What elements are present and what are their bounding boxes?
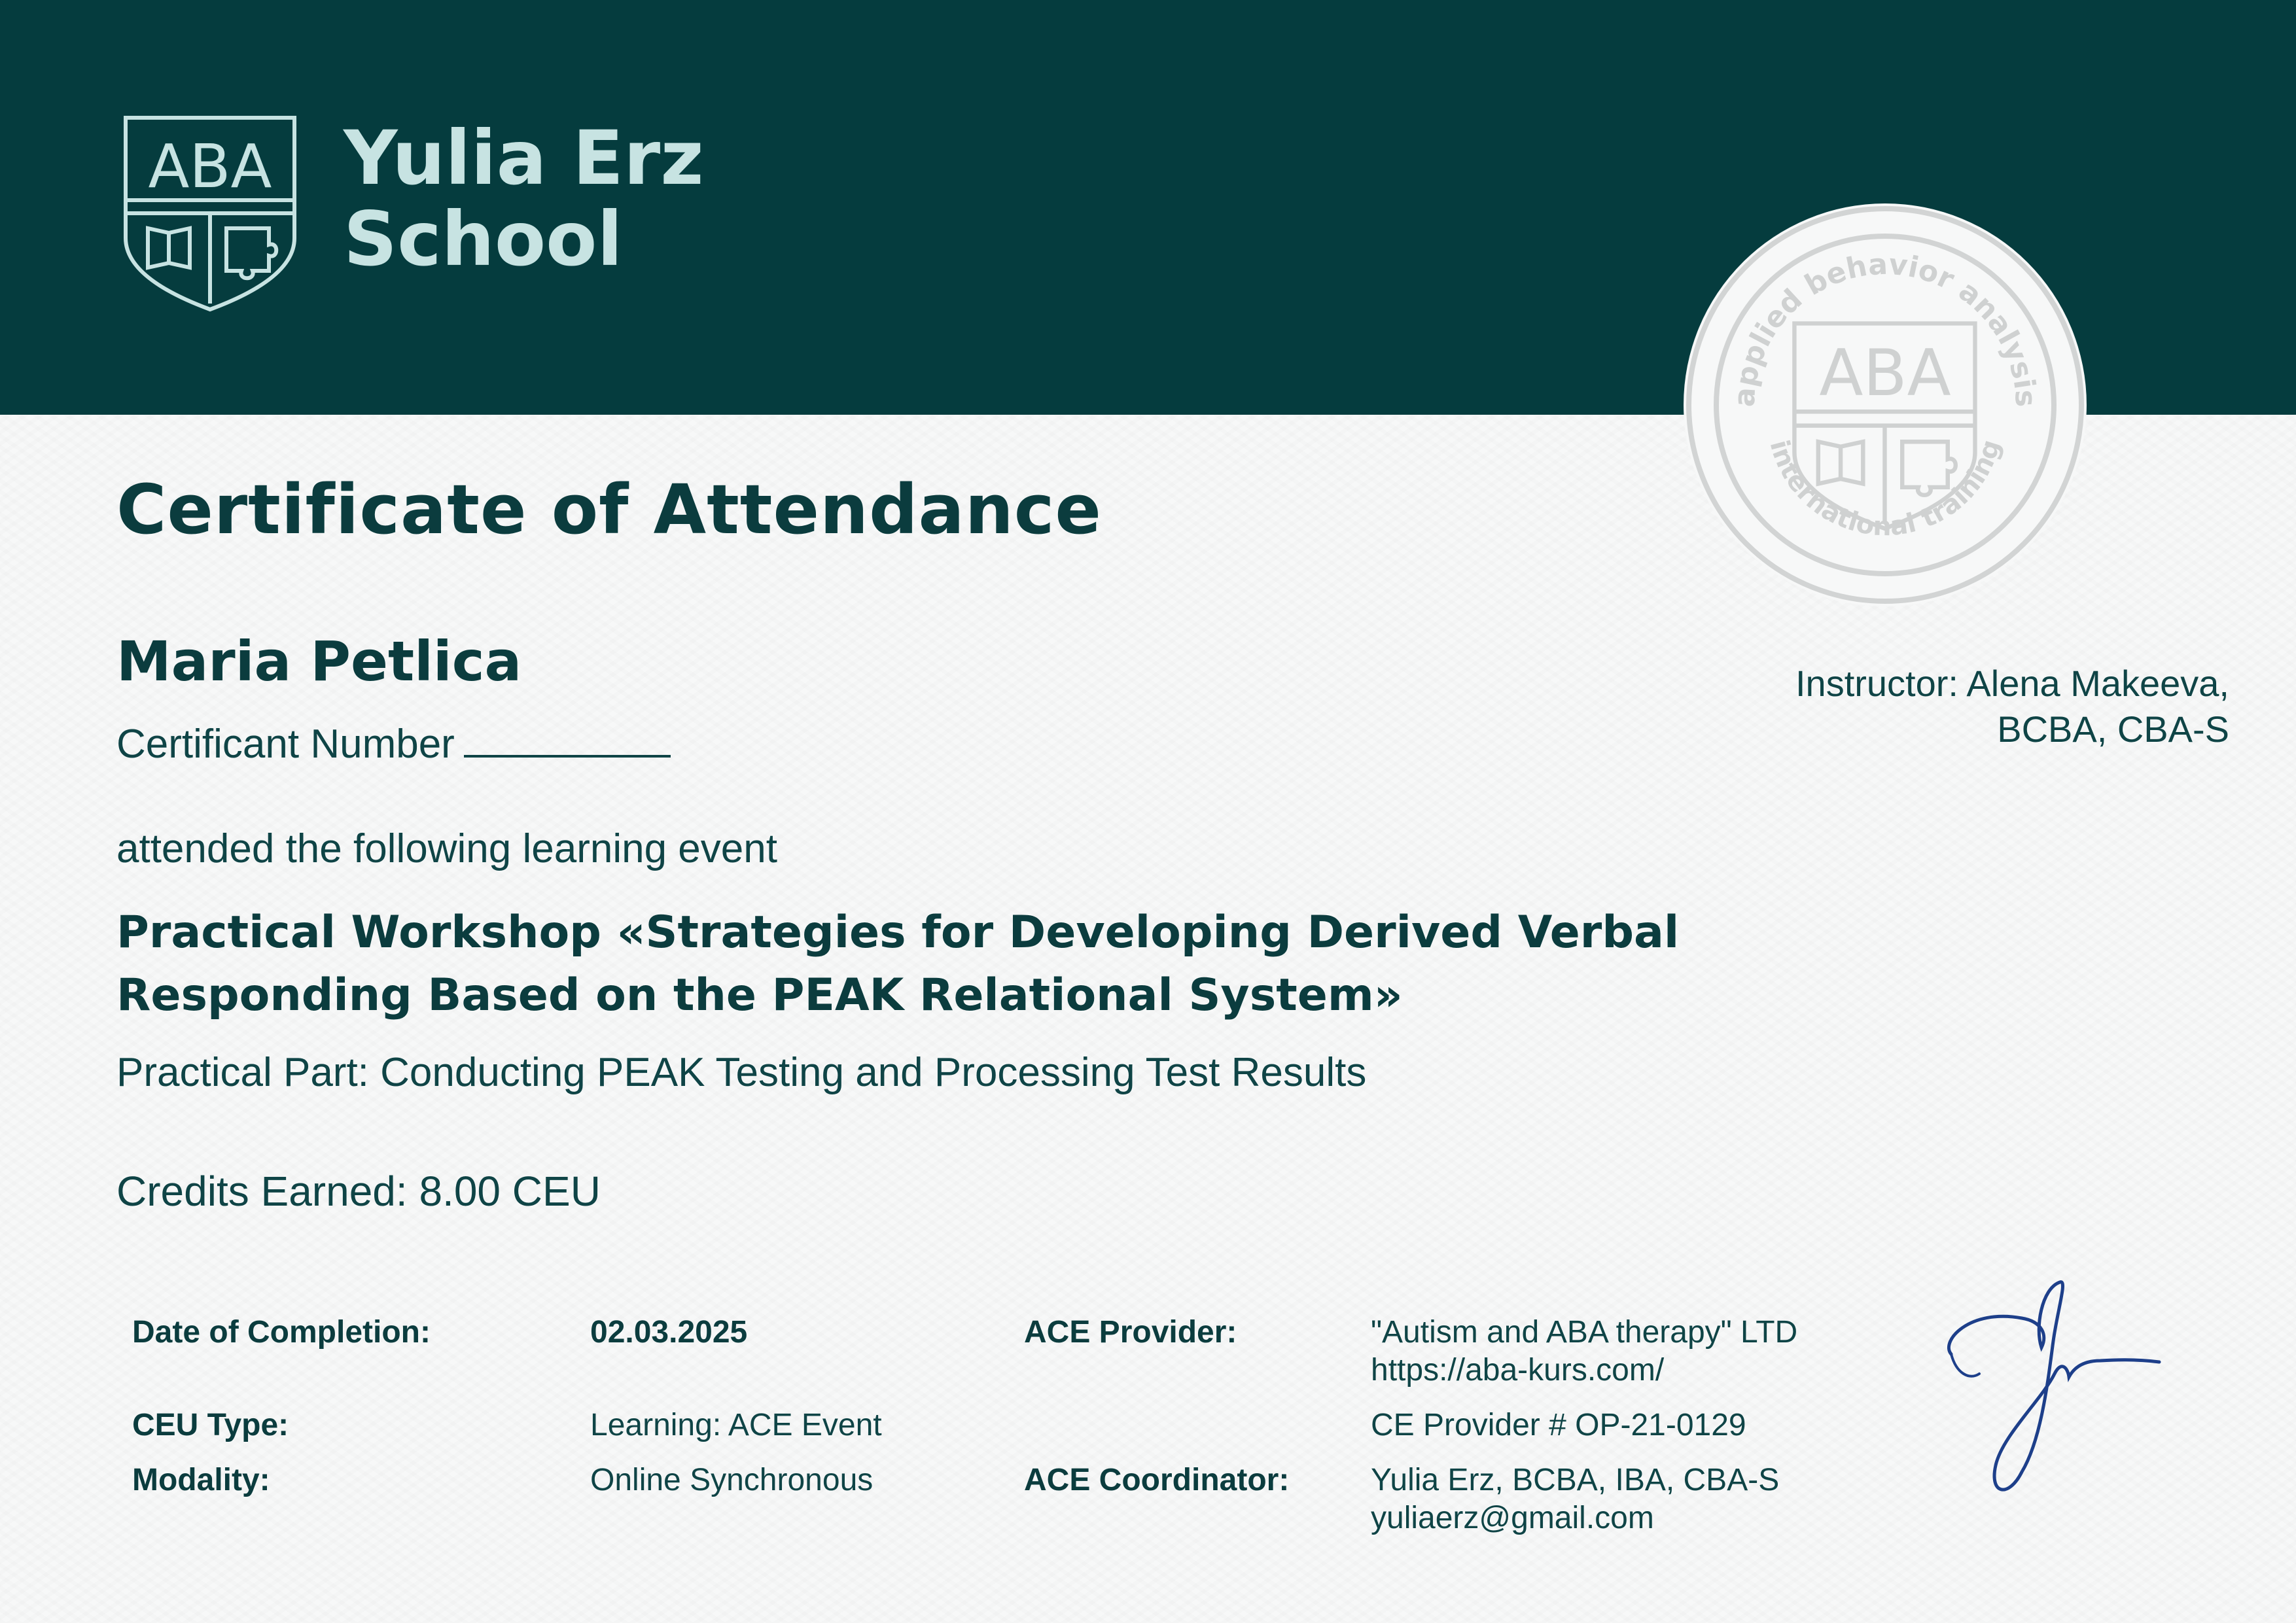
certificate-title: Certificate of Attendance [116, 470, 1102, 550]
recipient-name: Maria Petlica [116, 629, 522, 693]
event-subtitle: Practical Part: Conducting PEAK Testing and Processing Test Results [116, 1050, 1367, 1095]
certificate-number-label: Certificant Number [116, 722, 455, 767]
svg-text:ABA: ABA [148, 131, 272, 201]
instructor-line2: BCBA, CBA-S [1997, 708, 2229, 750]
ace-coordinator-name: Yulia Erz, BCBA, IBA, CBA-S [1371, 1463, 1780, 1497]
ace-provider-label: ACE Provider: [1024, 1315, 1237, 1350]
date-value: 02.03.2025 [590, 1315, 748, 1350]
ce-provider-number: CE Provider # OP-21-0129 [1371, 1408, 1746, 1442]
instructor-line1: Instructor: Alena Makeeva, [1795, 663, 2229, 704]
ace-coordinator-email: yuliaerz@gmail.com [1371, 1501, 1654, 1535]
svg-text:ABA: ABA [1819, 336, 1951, 411]
signature-icon [1943, 1269, 2166, 1531]
school-name-line2: School [344, 196, 623, 283]
event-title-line2: Responding Based on the PEAK Relational System» [116, 969, 1403, 1021]
ace-provider-url: https://aba-kurs.com/ [1371, 1353, 1665, 1387]
ace-coordinator-label: ACE Coordinator: [1024, 1463, 1290, 1497]
modality-value: Online Synchronous [590, 1463, 874, 1497]
svg-text:international training: international training [1763, 436, 2007, 542]
school-name-line1: Yulia Erz [344, 114, 704, 201]
credits-earned: Credits Earned: 8.00 CEU [116, 1168, 601, 1215]
ace-provider-name: "Autism and ABA therapy" LTD [1371, 1315, 1798, 1350]
date-label: Date of Completion: [132, 1315, 431, 1350]
modality-label: Modality: [132, 1463, 270, 1497]
attended-text: attended the following learning event [116, 826, 777, 871]
svg-text:applied behavior analysis: applied behavior analysis [1727, 247, 2043, 408]
event-title-line1: Practical Workshop «Strategies for Developing Derived Verbal [116, 907, 1680, 958]
ceu-type-value: Learning: ACE Event [590, 1408, 882, 1442]
ceu-type-label: CEU Type: [132, 1408, 289, 1442]
